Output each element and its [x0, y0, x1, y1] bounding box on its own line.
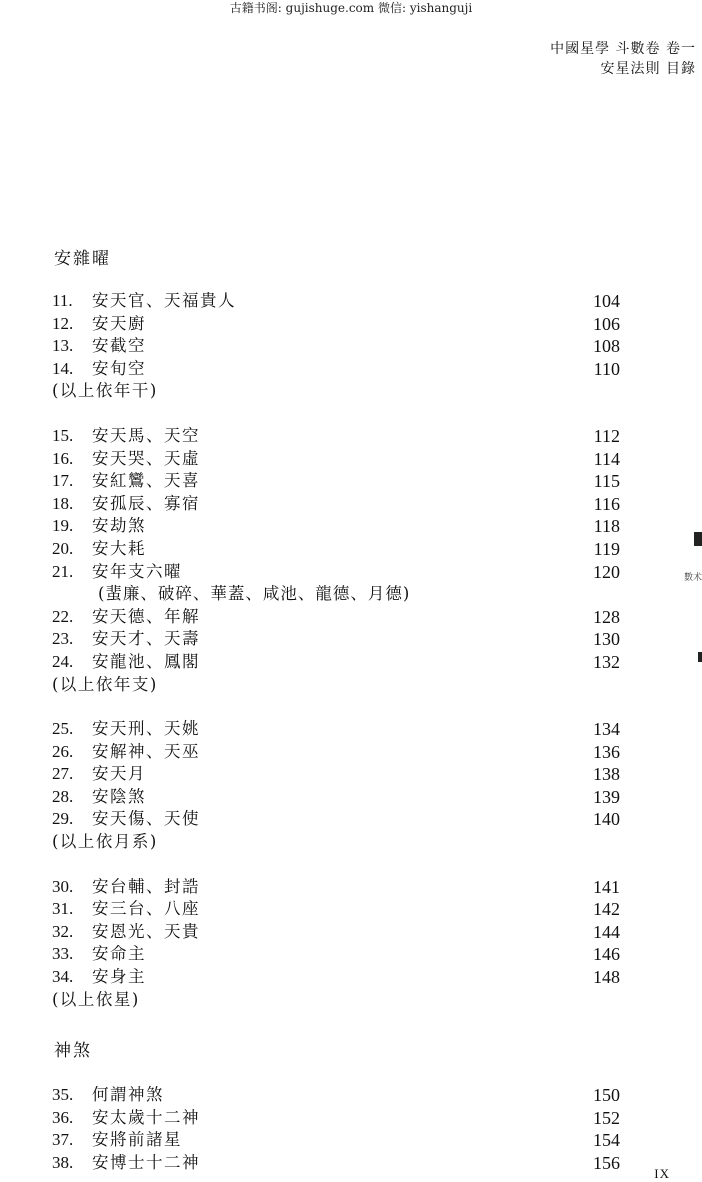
entry-title: 安陰煞	[92, 786, 146, 806]
entry-page: 141	[593, 876, 620, 897]
scan-edge-mark	[694, 532, 702, 546]
entry-number: 19.	[52, 516, 74, 536]
toc-entry[interactable]	[50, 493, 630, 516]
toc-entry[interactable]	[50, 921, 630, 944]
entry-page: 130	[593, 629, 620, 650]
group-note: (以上依年支)	[52, 674, 158, 694]
entry-title: 安大耗	[92, 538, 146, 558]
entry-page: 142	[593, 899, 620, 920]
entry-number: 20.	[52, 538, 74, 558]
toc-entry[interactable]	[50, 898, 630, 921]
entry-title: 安孤辰、寡宿	[92, 493, 200, 513]
entry-title: 安台輔、封誥	[92, 876, 200, 896]
toc-entry[interactable]	[50, 425, 630, 448]
entry-title: 安將前諸星	[92, 1130, 182, 1150]
entry-title: 安龍池、鳳閣	[92, 651, 200, 671]
entry-number: 12.	[52, 313, 74, 333]
entry-title: 安恩光、天貴	[92, 921, 200, 941]
toc-entry[interactable]	[50, 741, 630, 764]
section-title: 神煞	[54, 1041, 92, 1061]
toc-section-2	[50, 1084, 630, 1174]
entry-page: 110	[593, 358, 620, 379]
entry-number: 18.	[52, 493, 74, 513]
entry-number: 17.	[52, 471, 74, 491]
watermark: 古籍书阁: gujishuge.com 微信: yishanguji	[229, 1, 473, 15]
entry-number: 32.	[52, 921, 74, 941]
toc-entry[interactable]	[50, 808, 630, 831]
entry-title: 安旬空	[92, 358, 146, 378]
entry-number: 23.	[52, 629, 74, 649]
entry-title: 安身主	[92, 967, 146, 987]
toc-entry[interactable]	[50, 876, 630, 899]
header-line-1: 中國星學 斗數卷 卷一	[550, 41, 696, 57]
entry-title: 安天廚	[92, 313, 146, 333]
entry-page: 138	[593, 764, 620, 785]
entry-subtitle: (蜚廉、破碎、華蓋、咸池、龍德、月德)	[98, 584, 411, 604]
entry-number: 11.	[52, 291, 73, 310]
entry-title: 安博士十二神	[92, 1152, 200, 1172]
toc-entry[interactable]	[50, 290, 630, 313]
toc-entry[interactable]	[50, 470, 630, 493]
entry-number: 34.	[52, 967, 74, 987]
toc-entry[interactable]	[50, 763, 630, 786]
entry-page: 134	[593, 719, 620, 740]
entry-title: 安天刑、天姚	[92, 719, 200, 739]
entry-number: 15.	[52, 425, 74, 445]
entry-number: 33.	[52, 944, 74, 964]
entry-number: 29.	[52, 809, 74, 829]
entry-page: 136	[593, 741, 620, 762]
group-note: (以上依星)	[52, 989, 140, 1009]
entry-number: 22.	[52, 606, 74, 626]
toc-entry[interactable]	[50, 786, 630, 809]
scan-edge-text: 數术	[683, 573, 702, 583]
toc-entry[interactable]	[50, 448, 630, 471]
entry-page: 146	[593, 944, 620, 965]
toc-entry[interactable]	[50, 1129, 630, 1152]
entry-page: 150	[593, 1085, 620, 1105]
entry-title: 安天月	[92, 764, 146, 784]
entry-title: 安天才、天壽	[92, 629, 200, 649]
entry-number: 24.	[52, 651, 74, 671]
toc-entry[interactable]	[50, 943, 630, 966]
scan-edge-mark	[698, 652, 702, 662]
entry-page: 119	[593, 538, 620, 559]
entry-title: 安年支六曜	[92, 561, 182, 581]
entry-title: 安天德、年解	[92, 606, 200, 626]
entry-page: 144	[593, 921, 620, 942]
entry-number: 35.	[52, 1085, 74, 1104]
entry-title: 安天哭、天虛	[92, 448, 200, 468]
entry-page: 108	[593, 336, 620, 357]
running-header	[550, 39, 696, 79]
entry-page: 140	[593, 809, 620, 830]
page-number: IX	[654, 1166, 670, 1181]
group-note: (以上依月系)	[52, 832, 158, 852]
entry-number: 25.	[52, 719, 74, 739]
entry-number: 26.	[52, 741, 74, 761]
entry-page: 156	[593, 1152, 620, 1173]
toc-entry[interactable]	[50, 966, 630, 989]
entry-page: 139	[593, 786, 620, 807]
entry-number: 30.	[52, 876, 74, 896]
entry-title: 安截空	[92, 336, 146, 356]
section-title: 安雜曜	[54, 249, 111, 269]
entry-page: 116	[593, 493, 620, 514]
entry-page: 112	[593, 425, 620, 446]
group-note: (以上依年干)	[52, 381, 158, 401]
entry-number: 21.	[52, 561, 74, 581]
entry-page: 106	[593, 313, 620, 334]
entry-page: 120	[593, 561, 620, 582]
toc-entry[interactable]	[50, 651, 630, 674]
header-line-2: 安星法則 目錄	[600, 61, 696, 77]
entry-title: 安天馬、天空	[92, 425, 200, 445]
entry-number: 13.	[52, 336, 74, 356]
entry-page: 154	[593, 1130, 620, 1151]
toc-entry[interactable]	[50, 1152, 630, 1175]
entry-number: 37.	[52, 1130, 74, 1150]
entry-title: 安太歲十二神	[92, 1107, 200, 1127]
entry-page: 152	[593, 1107, 620, 1128]
entry-title: 何謂神煞	[92, 1085, 164, 1104]
entry-page: 118	[593, 516, 620, 537]
entry-title: 安解神、天巫	[92, 741, 200, 761]
entry-number: 27.	[52, 764, 74, 784]
toc-entry[interactable]	[50, 1107, 630, 1130]
entry-page: 132	[593, 651, 620, 672]
entry-number: 31.	[52, 899, 74, 919]
entry-title: 安紅鸞、天喜	[92, 471, 200, 491]
toc-entry[interactable]	[50, 718, 630, 741]
toc-entry[interactable]	[50, 515, 630, 538]
entry-number: 36.	[52, 1107, 74, 1127]
entry-page: 115	[593, 471, 620, 492]
toc-entry[interactable]	[50, 606, 630, 629]
entry-page: 114	[593, 448, 620, 469]
toc-entry[interactable]	[50, 313, 630, 336]
entry-title: 安命主	[92, 944, 146, 964]
entry-number: 28.	[52, 786, 74, 806]
toc-entry[interactable]	[50, 335, 630, 358]
toc-entry[interactable]	[50, 561, 630, 584]
entry-page: 148	[593, 967, 620, 988]
entry-title: 安天傷、天使	[92, 809, 200, 829]
entry-number: 38.	[52, 1152, 74, 1172]
toc-entry[interactable]	[50, 1084, 630, 1107]
entry-title: 安天官、天福貴人	[92, 291, 236, 310]
toc-section-1	[50, 290, 630, 1011]
entry-number: 14.	[52, 358, 74, 378]
entry-number: 16.	[52, 448, 74, 468]
toc-entry[interactable]	[50, 538, 630, 561]
toc-entry[interactable]	[50, 358, 630, 381]
entry-page: 104	[593, 291, 620, 311]
entry-title: 安三台、八座	[92, 899, 200, 919]
toc-entry[interactable]	[50, 628, 630, 651]
entry-page: 128	[593, 606, 620, 627]
entry-title: 安劫煞	[92, 516, 146, 536]
